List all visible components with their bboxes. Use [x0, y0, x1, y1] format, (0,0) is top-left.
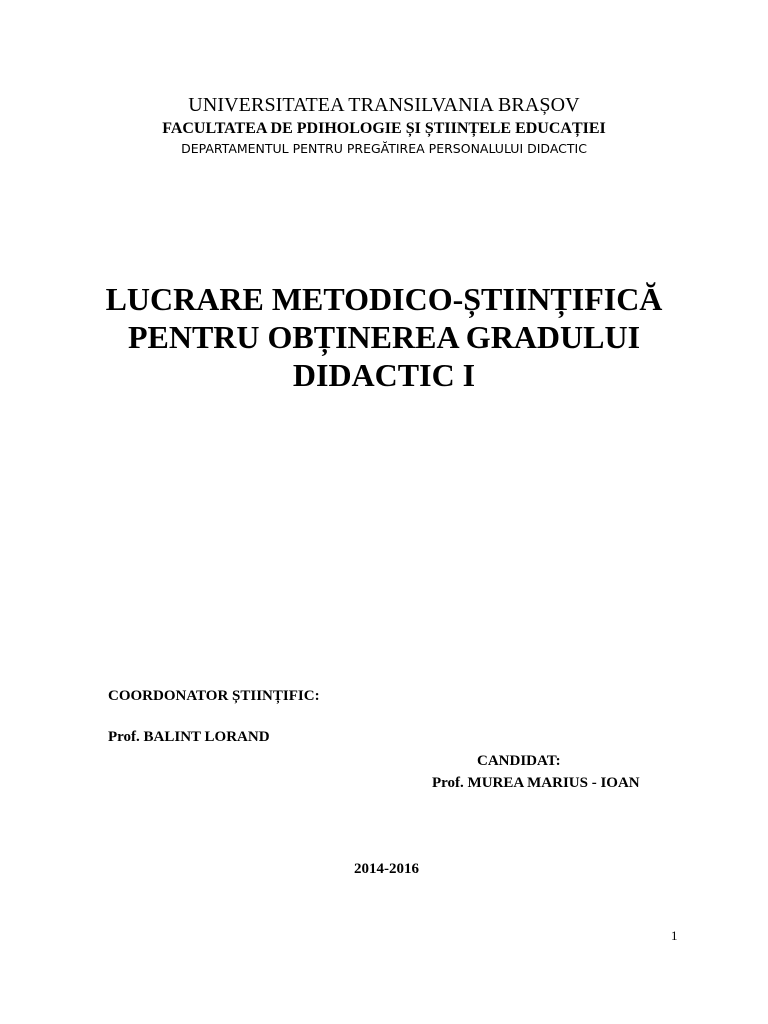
department-name: DEPARTAMENTUL PENTRU PREGĂTIREA PERSONALULUI DIDACTIC	[181, 141, 587, 156]
academic-years: 2014-2016	[354, 861, 419, 877]
title-line-3: DIDACTIC I	[292, 357, 476, 393]
candidate-label: CANDIDAT:	[477, 753, 561, 769]
faculty-name: FACULTATEA DE PDIHOLOGIE ȘI ȘTIINȚELE EDUCAȚIEI	[162, 120, 606, 137]
page-number: 1	[671, 928, 678, 943]
coordinator-label: COORDONATOR ȘTIINȚIFIC:	[108, 688, 320, 704]
candidate-name: Prof. MUREA MARIUS - IOAN	[432, 775, 640, 791]
title-line-2: PENTRU OBȚINEREA GRADULUI	[127, 319, 641, 355]
coordinator-name: Prof. BALINT LORAND	[108, 729, 270, 745]
document-title	[0, 280, 768, 394]
institution-header	[0, 92, 768, 158]
title-line-1: LUCRARE METODICO-ȘTIINȚIFICĂ	[105, 281, 663, 317]
university-name: UNIVERSITATEA TRANSILVANIA BRAȘOV	[188, 94, 580, 116]
